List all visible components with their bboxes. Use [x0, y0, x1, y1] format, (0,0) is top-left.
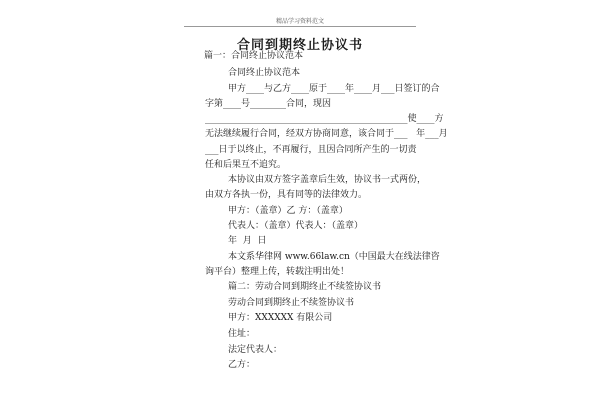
page-header-text: 精品学习资料范文	[275, 18, 324, 25]
paragraph-line: 劳动合同到期终止不续签协议书	[228, 298, 355, 308]
paragraph-line: 由双方各执一份，具有同等的法律效力。	[205, 190, 368, 200]
paragraph-line: _____________________________________________使____方	[205, 114, 444, 124]
date-line: 年 月 日	[228, 236, 267, 246]
section-heading-1: 篇一：合同终止协议范本	[204, 51, 304, 61]
section-heading-2: 篇二：劳动合同到期终止不续签协议书	[228, 282, 382, 292]
paragraph-line: 甲方____与乙方____原于____年____月___日签订的合	[228, 84, 440, 94]
signature-line: 代表人：（盖章）代表人：（盖章）	[228, 221, 364, 231]
paragraph-line: 本协议由双方签字盖章后生效，协议书一式两份，	[228, 175, 427, 185]
form-field-line: 住址：	[228, 329, 256, 339]
paragraph-line: 询平台）整理上传，转载注明出处！	[205, 267, 350, 277]
paragraph-line: 无法继续履行合同，经双方协商同意，该合同于___ 年___月	[205, 129, 448, 139]
paragraph-line: ___日于以终止，不再履行，且因合同所产生的一切责	[205, 145, 417, 155]
header-divider	[184, 26, 416, 27]
form-field-line: 乙方：	[228, 360, 256, 370]
paragraph-line: 字第____号________合同，现因	[205, 99, 332, 109]
document-title: 合同到期终止协议书	[236, 38, 363, 53]
paragraph-line: 本文系华律网 www.66law.cn（中国最大在线法律咨	[228, 252, 440, 262]
form-field-line: 法定代表人：	[228, 345, 283, 355]
paragraph-line: 合同终止协议范本	[228, 68, 301, 78]
form-field-line: 甲方：XXXXXX 有限公司	[228, 313, 333, 323]
signature-line: 甲方：（盖章）乙 方：（盖章）	[228, 206, 348, 216]
paragraph-line: 任和后果互不追究。	[205, 160, 287, 170]
